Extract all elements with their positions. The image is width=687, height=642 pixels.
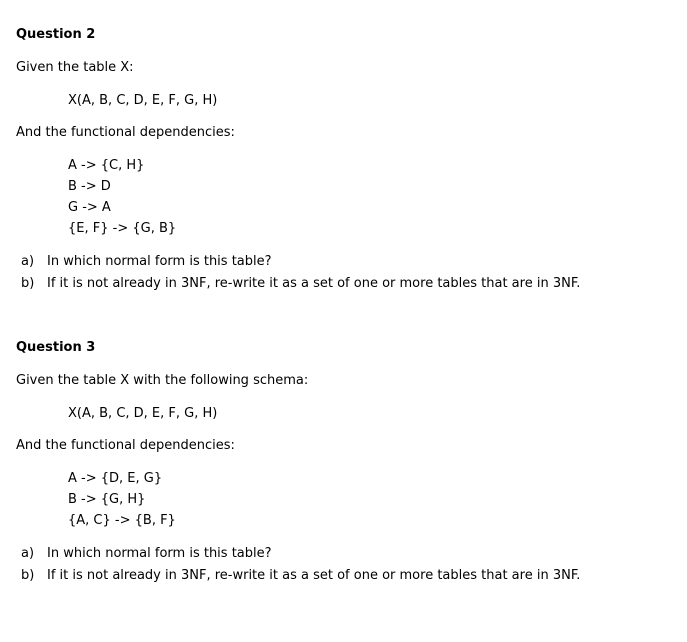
question-3-b-text: If it is not already in 3NF, re-write it as a set of one or more tables that are in 3NF. — [47, 568, 581, 583]
question-3-b-marker: b) — [21, 568, 35, 583]
question-2-b-text: If it is not already in 3NF, re-write it as a set of one or more tables that are in 3NF. — [47, 276, 581, 291]
question-3-fd: B -> {G, H} — [68, 492, 146, 507]
question-2-fd: G -> A — [68, 200, 111, 215]
question-2-b-marker: b) — [21, 276, 35, 291]
question-2-intro: Given the table X: — [16, 60, 134, 75]
question-2-fd: {E, F} -> {G, B} — [68, 221, 177, 236]
question-3-schema: X(A, B, C, D, E, F, G, H) — [68, 406, 218, 421]
question-2-a-marker: a) — [21, 254, 35, 269]
question-3-fd: A -> {D, E, G} — [68, 471, 163, 486]
question-3-intro: Given the table X with the following schema: — [16, 373, 309, 388]
question-2-a-text: In which normal form is this table? — [47, 254, 272, 269]
question-3-fd: {A, C} -> {B, F} — [68, 513, 176, 528]
question-2-fd: B -> D — [68, 179, 111, 194]
question-2-fd: A -> {C, H} — [68, 158, 145, 173]
question-2-heading: Question 2 — [16, 27, 96, 42]
question-3-a-text: In which normal form is this table? — [47, 546, 272, 561]
question-3-heading: Question 3 — [16, 340, 96, 355]
question-3-fd-intro: And the functional dependencies: — [16, 438, 235, 453]
question-2-fd-intro: And the functional dependencies: — [16, 125, 235, 140]
question-3-a-marker: a) — [21, 546, 35, 561]
question-2-schema: X(A, B, C, D, E, F, G, H) — [68, 93, 218, 108]
